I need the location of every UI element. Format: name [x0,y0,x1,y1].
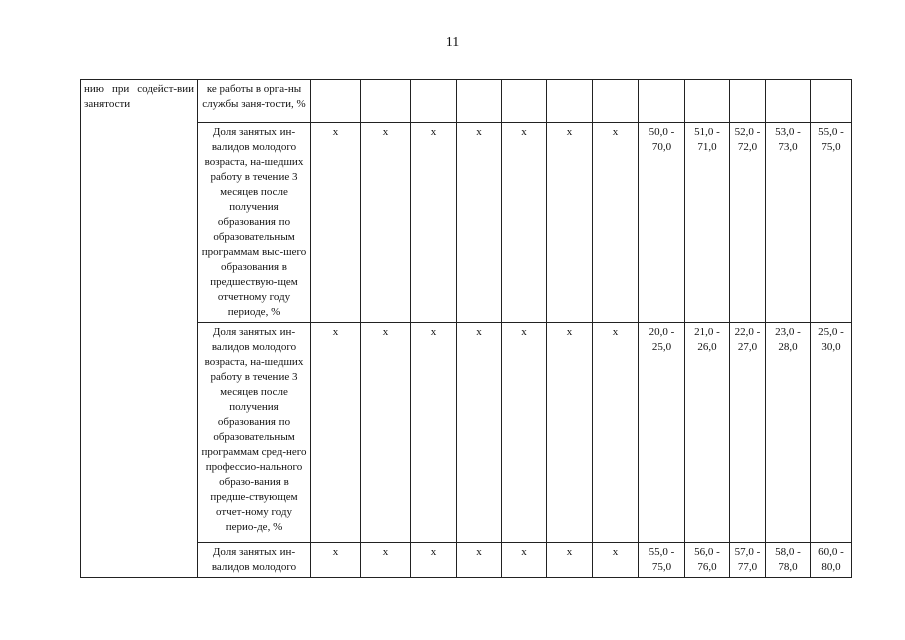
range-cell: 51,0 - 71,0 [685,123,730,323]
range-cell: 56,0 - 76,0 [685,543,730,578]
x-cell: x [502,123,547,323]
x-cell [502,80,547,123]
x-cell: x [593,543,639,578]
x-cell: x [457,543,502,578]
range-cell: 23,0 - 28,0 [766,323,811,543]
indicator-cell: Доля занятых ин-валидов молодого возраста, на-шедших работу в течение 3 месяцев после получения образования по образовательным программам выс-шего образования в предшествую-щем отчетному году периоде, % [198,123,311,323]
x-cell: x [411,123,457,323]
x-cell: x [502,323,547,543]
x-cell: x [547,323,593,543]
range-cell: 21,0 - 26,0 [685,323,730,543]
range-cell [766,80,811,123]
range-cell: 52,0 - 72,0 [730,123,766,323]
x-cell [547,80,593,123]
x-cell: x [502,543,547,578]
x-cell: x [547,543,593,578]
x-cell: x [593,123,639,323]
range-cell [685,80,730,123]
x-cell: x [311,123,361,323]
x-cell: x [547,123,593,323]
indicator-table [80,79,852,578]
indicator-cell: Доля занятых ин-валидов молодого [198,543,311,578]
page-number: 11 [445,35,460,50]
table-row [81,80,852,123]
range-cell: 25,0 - 30,0 [811,323,852,543]
x-cell: x [311,543,361,578]
x-cell: x [411,543,457,578]
indicator-cell: ке работы в орга-ны службы заня-тости, % [198,80,311,123]
range-cell: 50,0 - 70,0 [639,123,685,323]
x-cell [411,80,457,123]
range-cell: 58,0 - 78,0 [766,543,811,578]
x-cell: x [457,323,502,543]
x-cell [361,80,411,123]
x-cell [457,80,502,123]
range-cell: 60,0 - 80,0 [811,543,852,578]
range-cell [639,80,685,123]
x-cell: x [361,543,411,578]
indicator-cell: Доля занятых ин-валидов молодого возраста, на-шедших работу в течение 3 месяцев после получения образования по образовательным программам сред-него профессио-нального образо-вания в предше-ствующем отчет-ному году перио-де, % [198,323,311,543]
x-cell: x [411,323,457,543]
range-cell: 55,0 - 75,0 [811,123,852,323]
x-cell [593,80,639,123]
x-cell: x [593,323,639,543]
range-cell: 22,0 - 27,0 [730,323,766,543]
range-cell [730,80,766,123]
range-cell [811,80,852,123]
range-cell: 20,0 - 25,0 [639,323,685,543]
x-cell [311,80,361,123]
x-cell: x [457,123,502,323]
range-cell: 55,0 - 75,0 [639,543,685,578]
x-cell: x [361,323,411,543]
x-cell: x [311,323,361,543]
range-cell: 57,0 - 77,0 [730,543,766,578]
range-cell: 53,0 - 73,0 [766,123,811,323]
program-cell: нию при содейст-вии занятости [81,80,198,578]
x-cell: x [361,123,411,323]
